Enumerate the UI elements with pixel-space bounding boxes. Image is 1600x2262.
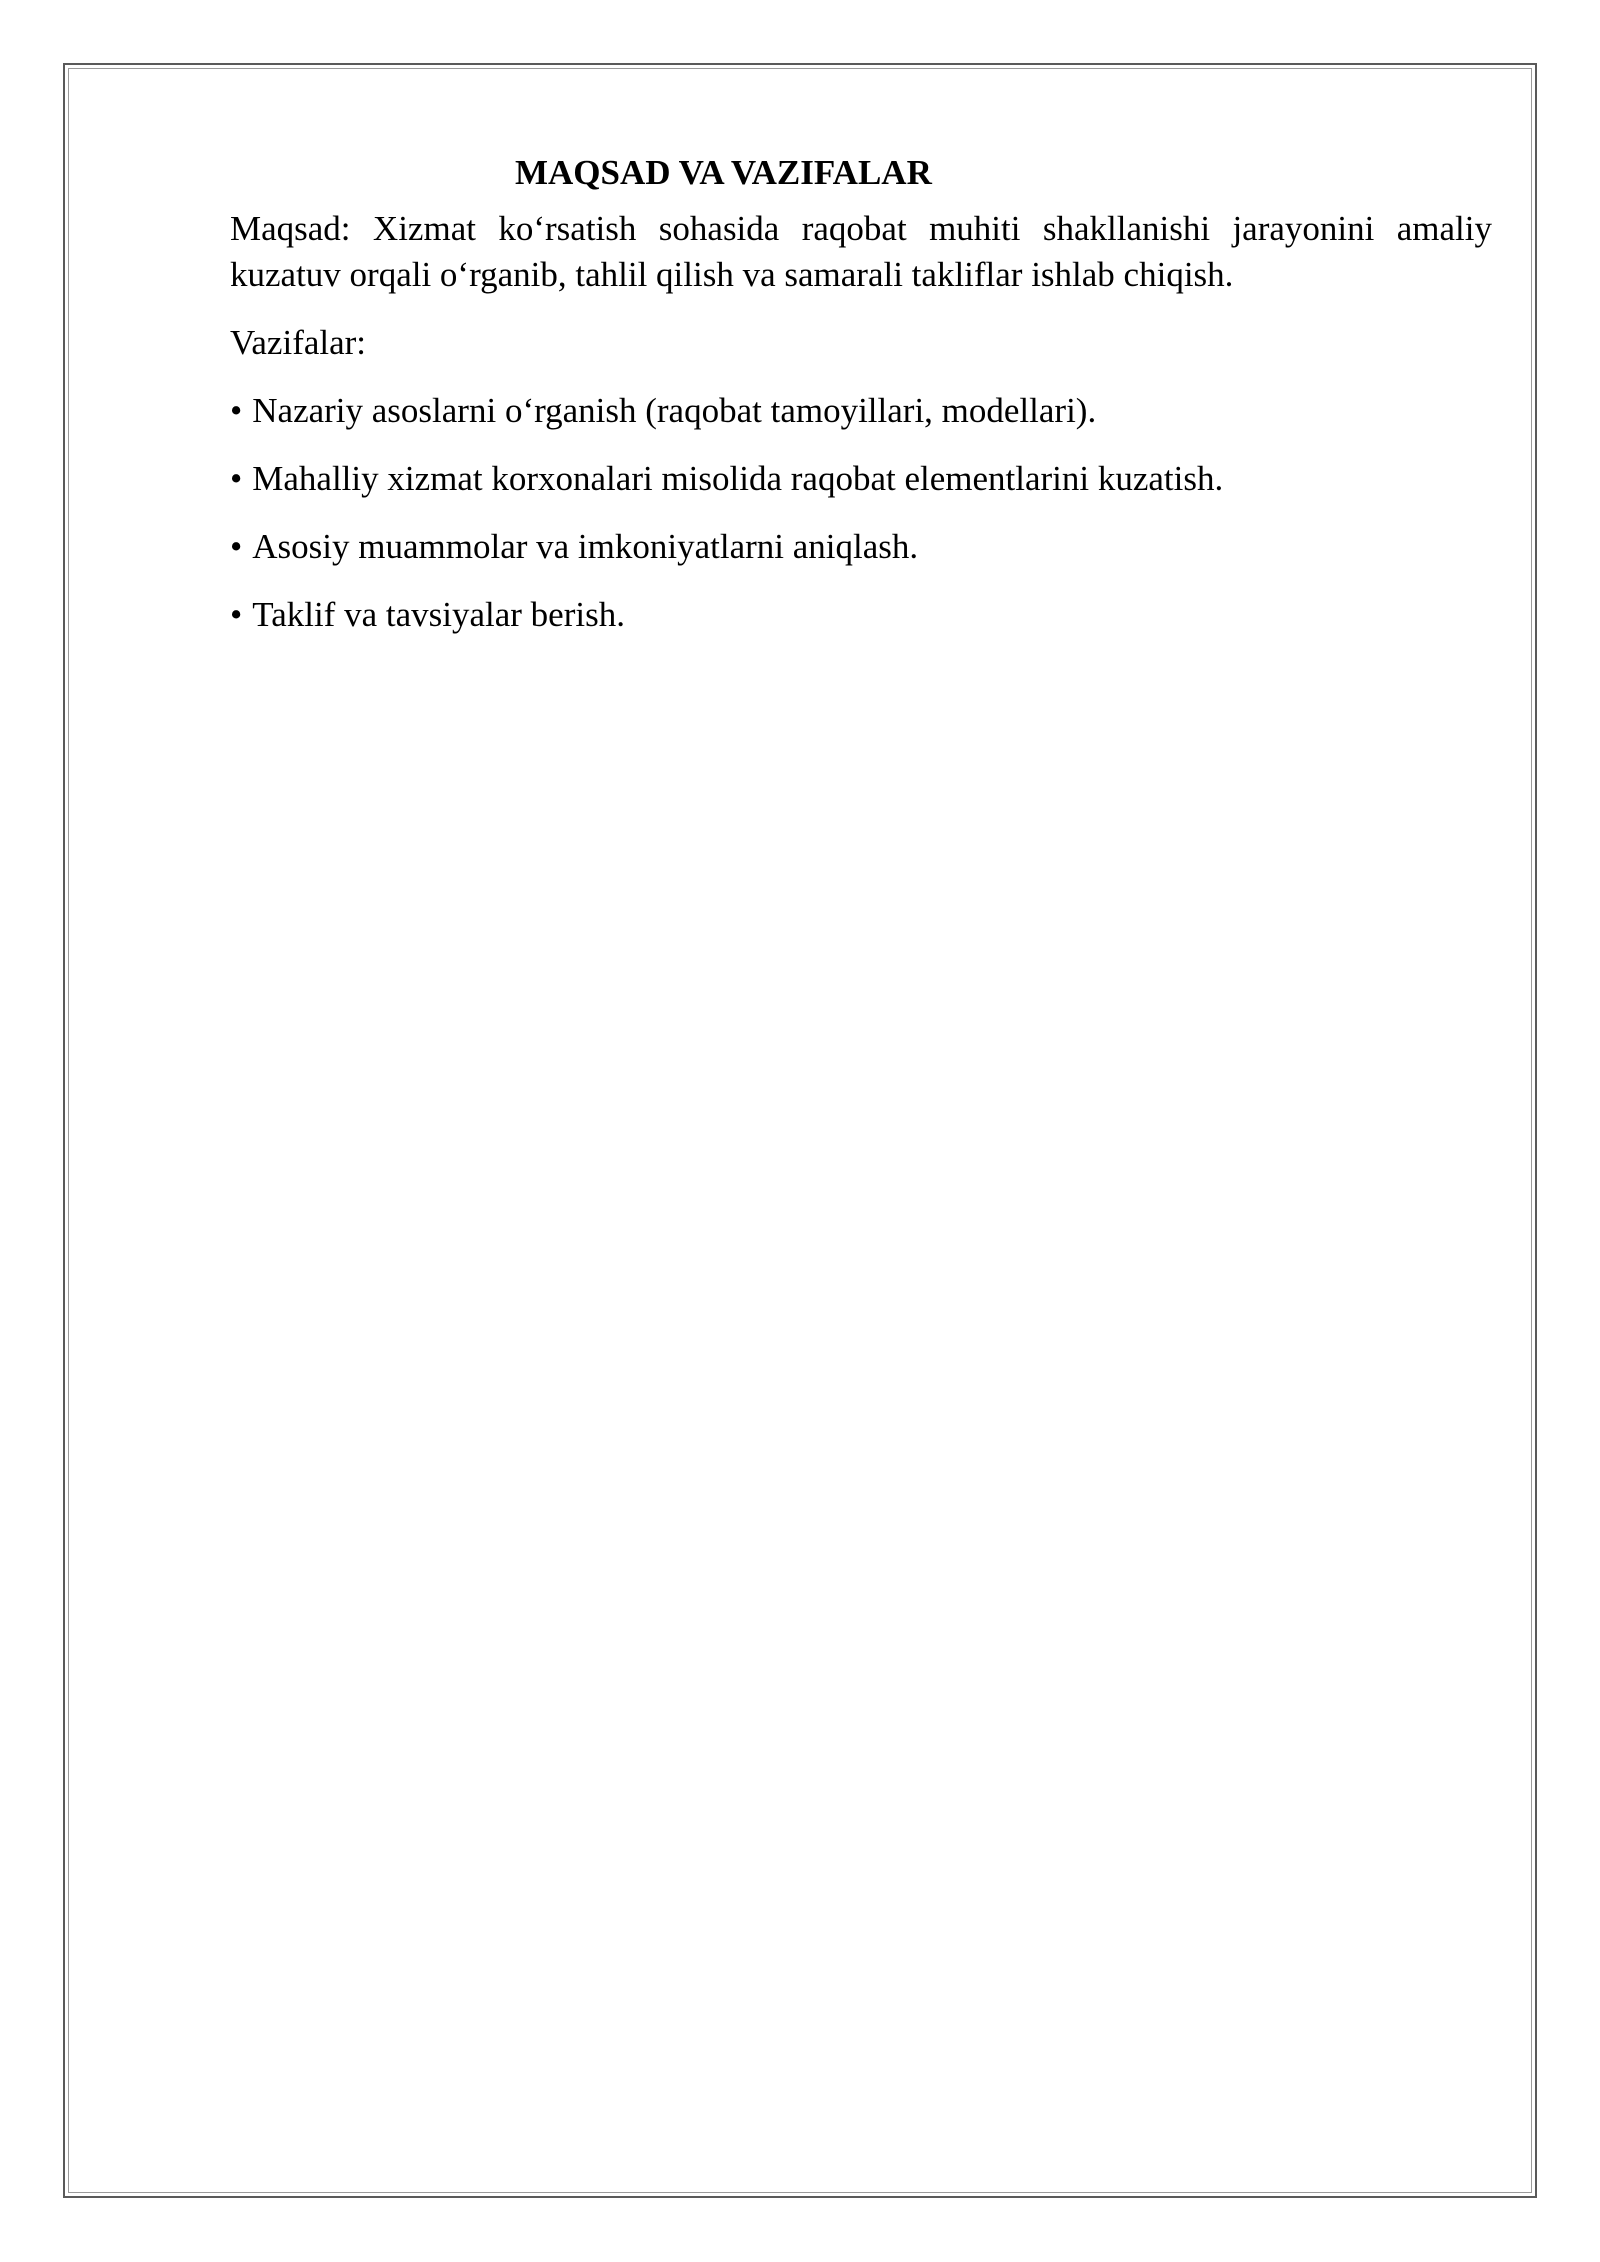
- list-item: [230, 456, 1492, 502]
- task-text: Nazariy asoslarni o‘rganish (raqobat tamoyillari, modellari).: [252, 391, 1097, 430]
- list-item: [230, 388, 1492, 434]
- document-content: [230, 150, 1492, 660]
- page-title: MAQSAD VA VAZIFALAR: [515, 153, 932, 192]
- tasks-label: Vazifalar:: [230, 323, 367, 362]
- bullet-icon: •: [230, 595, 243, 634]
- list-item: [230, 592, 1492, 638]
- task-text: Taklif va tavsiyalar berish.: [252, 595, 625, 634]
- goal-paragraph: Maqsad: Xizmat ko‘rsatish sohasida raqobat muhiti shakllanishi jarayonini amaliy kuzatuv orqali o‘rganib, tahlil qilish va samarali takliflar ishlab chiqish.: [230, 209, 1492, 294]
- bullet-icon: •: [230, 391, 243, 430]
- task-text: Mahalliy xizmat korxonalari misolida raqobat elementlarini kuzatish.: [252, 459, 1224, 498]
- task-text: Asosiy muammolar va imkoniyatlarni aniqlash.: [252, 527, 919, 566]
- list-item: [230, 524, 1492, 570]
- bullet-icon: •: [230, 527, 243, 566]
- bullet-icon: •: [230, 459, 243, 498]
- task-list: [230, 388, 1492, 638]
